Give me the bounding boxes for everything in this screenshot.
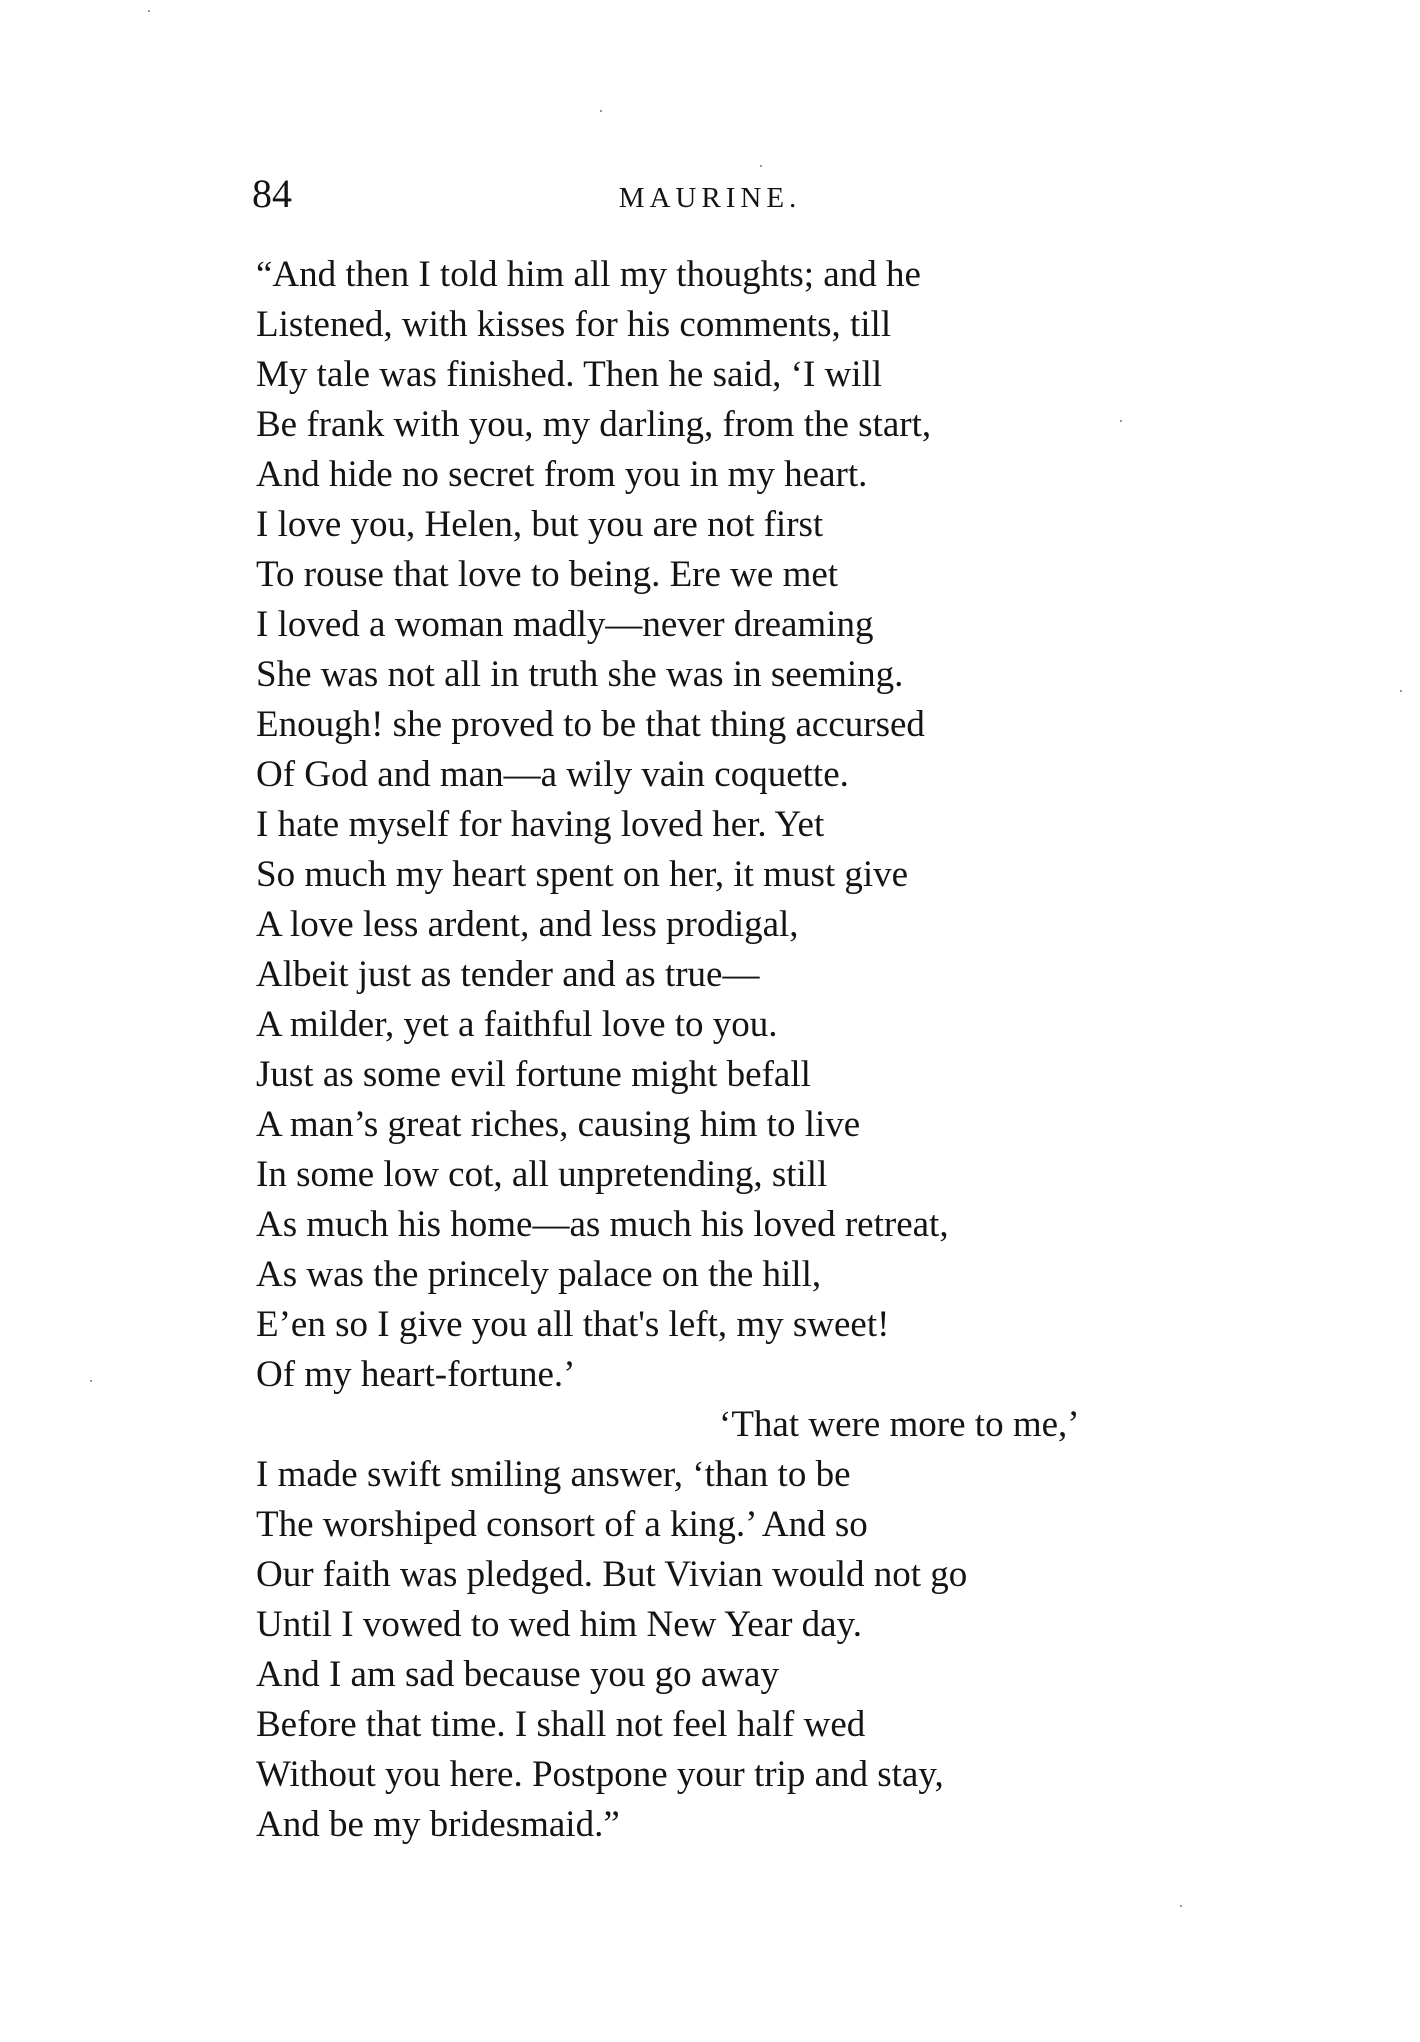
poem-line: In some low cot, all unpretending, still <box>256 1154 828 1195</box>
poem-line: Our faith was pledged. But Vivian would not go <box>256 1554 968 1595</box>
poem-line: And I am sad because you go away <box>256 1654 779 1695</box>
poem-line: A love less ardent, and less prodigal, <box>256 904 799 945</box>
poem-line: So much my heart spent on her, it must give <box>256 854 909 895</box>
poem-line: Albeit just as tender and as true— <box>256 954 760 995</box>
poem-line: And hide no secret from you in my heart. <box>256 454 868 495</box>
poem-line: To rouse that love to being. Ere we met <box>256 554 839 595</box>
poem-line: I love you, Helen, but you are not first <box>256 504 824 545</box>
poem-line: Just as some evil fortune might befall <box>256 1054 811 1095</box>
poem-line: The worshiped consort of a king.’ And so <box>256 1504 868 1545</box>
poem-line: Of my heart-fortune.’ <box>256 1354 576 1395</box>
poem-line: Listened, with kisses for his comments, till <box>256 304 892 345</box>
page-number: 84 <box>252 171 292 216</box>
poem-line: I made swift smiling answer, ‘than to be <box>256 1454 851 1495</box>
poem-line: Before that time. I shall not feel half wed <box>256 1704 866 1745</box>
poem-line: “And then I told him all my thoughts; and he <box>256 254 921 295</box>
poem-line: Be frank with you, my darling, from the start, <box>256 404 932 445</box>
poem-line: She was not all in truth she was in seeming. <box>256 654 904 695</box>
poem-line: And be my bridesmaid.” <box>256 1804 620 1845</box>
poem-line: Of God and man—a wily vain coquette. <box>256 754 849 795</box>
poem-line: I hate myself for having loved her. Yet <box>256 804 825 845</box>
page-header <box>0 164 1420 224</box>
poem-line: ‘That were more to me,’ <box>719 1404 1080 1445</box>
running-title: MAURINE. <box>618 182 802 214</box>
poem-line: As was the princely palace on the hill, <box>256 1254 822 1295</box>
poem-line: As much his home—as much his loved retreat, <box>256 1204 949 1245</box>
poem-line: I loved a woman madly—never dreaming <box>256 604 874 645</box>
poem-line: A man’s great riches, causing him to live <box>256 1104 861 1145</box>
poem-line: Enough! she proved to be that thing accursed <box>256 704 925 745</box>
poem-body <box>256 250 1256 1850</box>
poem-line: A milder, yet a faithful love to you. <box>256 1004 778 1045</box>
poem-line: My tale was finished. Then he said, ‘I will <box>256 354 883 395</box>
poem-line: E’en so I give you all that's left, my sweet! <box>256 1304 890 1345</box>
poem-line: Until I vowed to wed him New Year day. <box>256 1604 862 1645</box>
poem-line: Without you here. Postpone your trip and stay, <box>256 1754 944 1795</box>
